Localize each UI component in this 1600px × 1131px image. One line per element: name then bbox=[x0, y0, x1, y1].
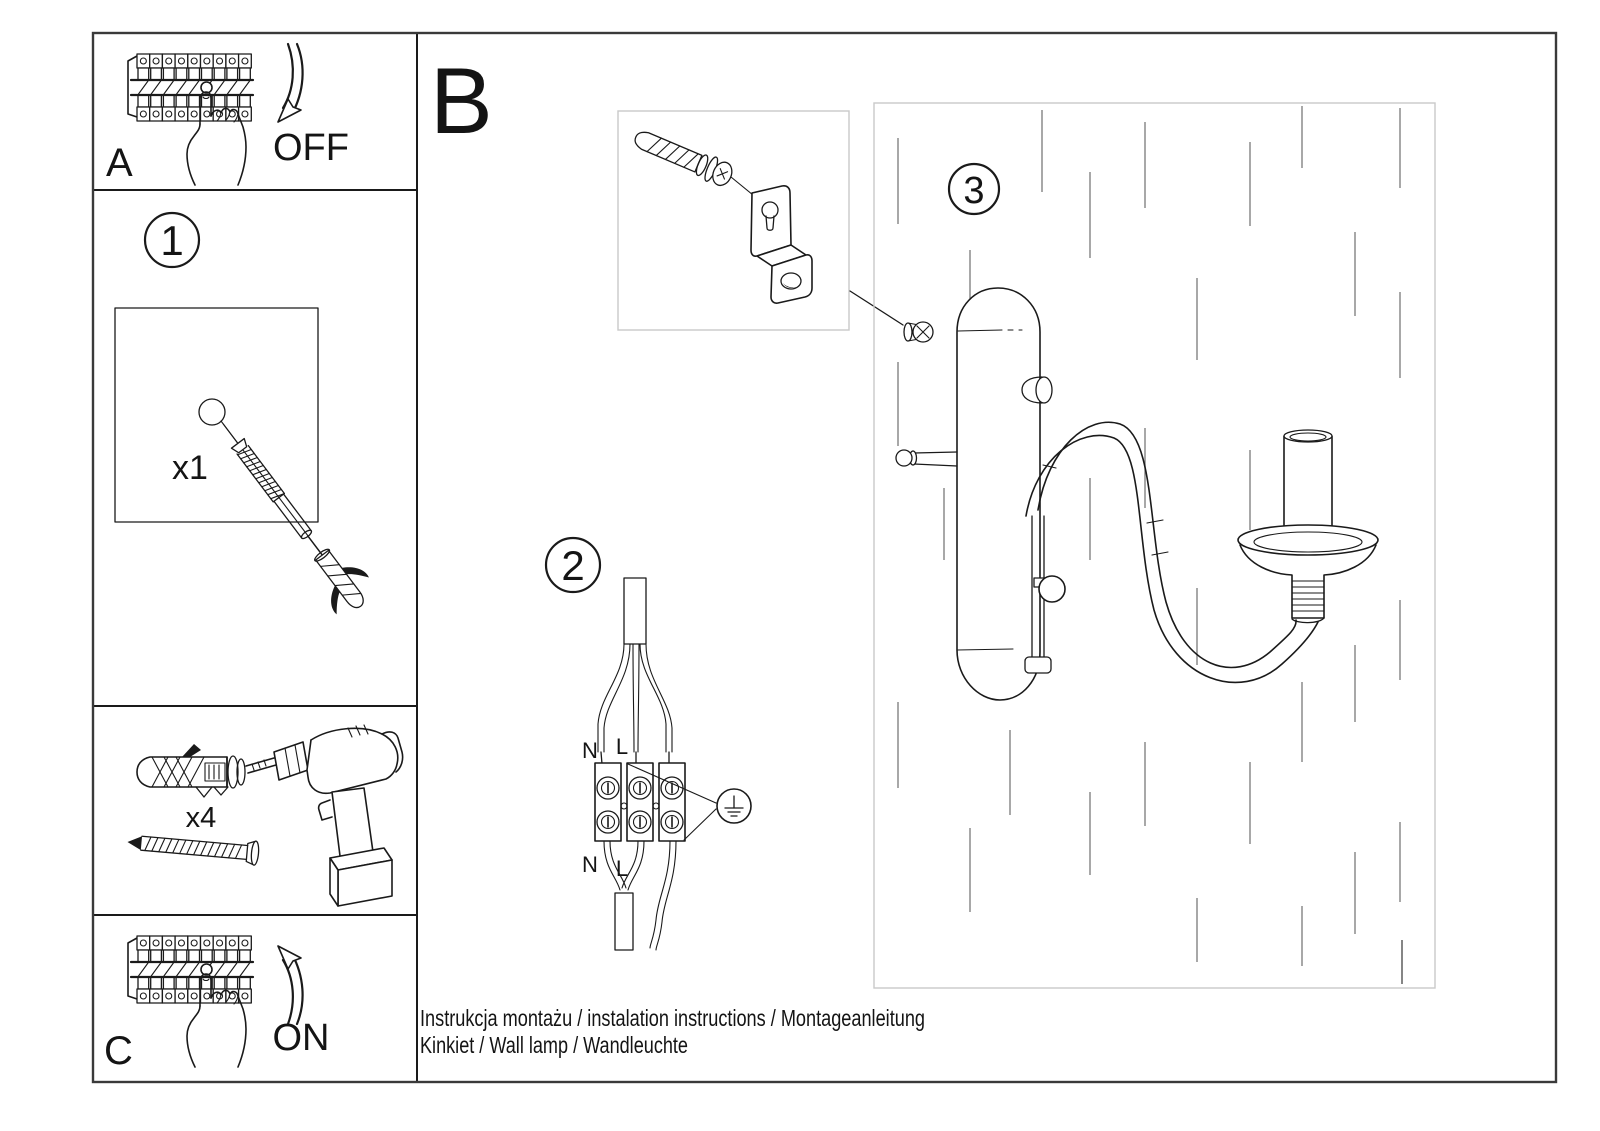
wall-bracket-icon bbox=[751, 186, 812, 303]
footer-line-1: Instrukcja montażu / instalation instructions / Montageanleitung bbox=[420, 1005, 925, 1031]
footer bbox=[420, 1005, 925, 1058]
panel-c-label: C bbox=[104, 1029, 133, 1073]
wall-lamp-drawing bbox=[896, 288, 1378, 700]
footer-line-2: Kinkiet / Wall lamp / Wandleuchte bbox=[420, 1032, 688, 1058]
anchor-quantity: x1 bbox=[172, 449, 208, 487]
bobeche-dish bbox=[1238, 525, 1378, 555]
terminal-block bbox=[595, 763, 685, 841]
panel-c bbox=[93, 915, 417, 1082]
panel-a bbox=[93, 33, 417, 190]
mains-cable bbox=[624, 578, 646, 644]
label-n-bottom: N bbox=[582, 852, 598, 877]
step-3 bbox=[874, 103, 1435, 988]
lamp-wires bbox=[604, 841, 676, 950]
wall-screw-icon bbox=[904, 322, 933, 342]
hardware-panel bbox=[93, 706, 417, 915]
panel-a-label: A bbox=[106, 141, 133, 185]
step-3-number: 3 bbox=[963, 170, 985, 212]
step-1-number: 1 bbox=[160, 217, 184, 264]
lamp-cable bbox=[615, 893, 633, 950]
label-l-top: L bbox=[615, 734, 629, 759]
label-n-top: N bbox=[582, 738, 598, 763]
ground-symbol-icon bbox=[717, 789, 751, 823]
bracket-pointer-line bbox=[850, 291, 903, 325]
lamp-candle-socket bbox=[1238, 430, 1378, 623]
section-b bbox=[430, 48, 903, 330]
supply-wires bbox=[598, 644, 672, 764]
section-b-label: B bbox=[430, 48, 493, 153]
step-1 bbox=[93, 190, 417, 706]
step-1-border bbox=[93, 190, 417, 706]
step-2-number: 2 bbox=[561, 542, 585, 589]
lamp-pin bbox=[896, 450, 957, 466]
panel-a-action-label: OFF bbox=[273, 127, 349, 169]
panel-c-action-label: ON bbox=[272, 1017, 330, 1059]
label-l-bottom: L bbox=[615, 856, 629, 881]
anchor-assembly-icon bbox=[631, 125, 736, 189]
lamp-backplate bbox=[957, 288, 1040, 700]
screw-quantity: x4 bbox=[185, 802, 217, 834]
step-2 bbox=[546, 538, 751, 950]
